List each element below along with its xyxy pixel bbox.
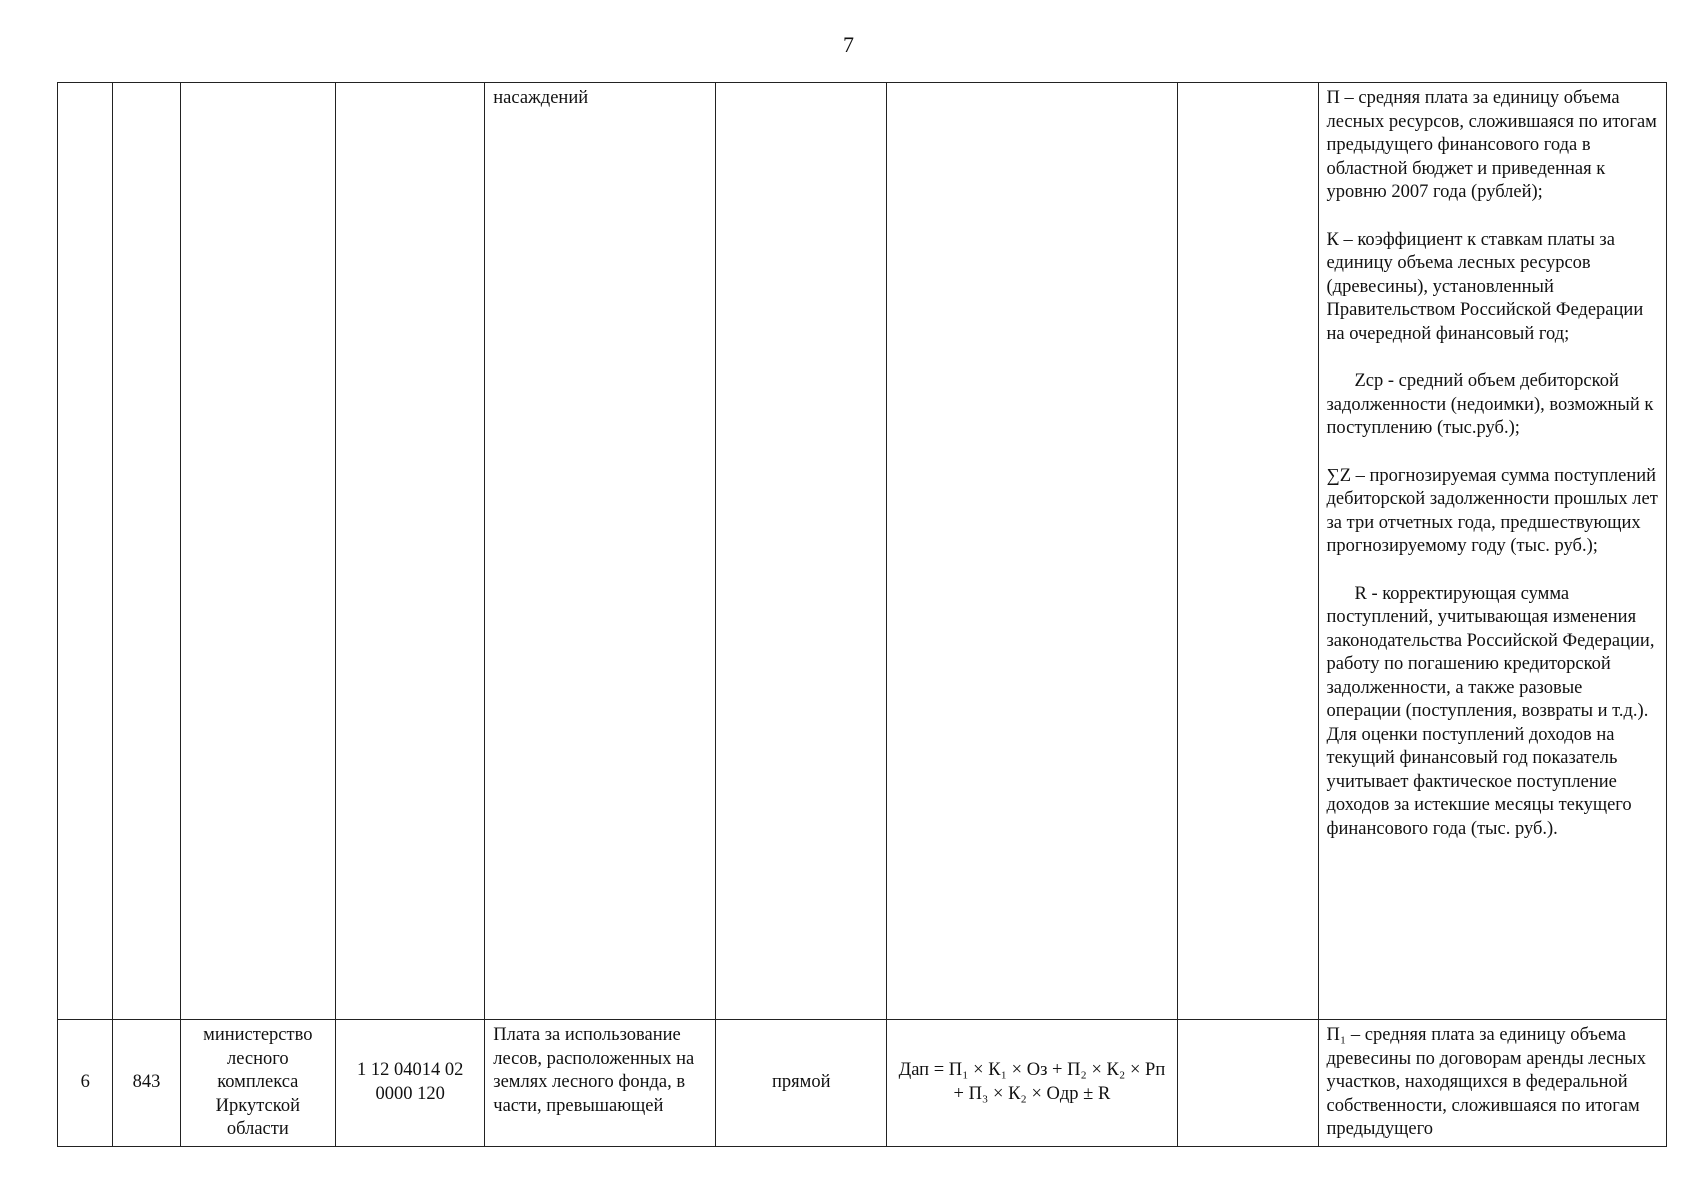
administrator-cell <box>180 83 336 1020</box>
description-paragraph: R - корректирующая сумма поступлений, учитывающая изменения законодательства Российской Федерации, работу по погашению кредиторской задолженности, а также разовые операции (поступления, возвраты и т.д.). Для оценки поступлений доходов на текущий финансовый год показатель учитывает фактическое поступление доходов за истекшие месяцы текущего финансового года (тыс. руб.). <box>1326 583 1655 839</box>
description-paragraph: П – средняя плата за единицу объема лесных ресурсов, сложившаяся по итогам предыдущего финансового года в областной бюджет и приведенная к уровню 2007 года (рублей); <box>1326 88 1657 202</box>
page-number: 7 <box>843 32 854 57</box>
description-paragraph: Zср - средний объем дебиторской задолженности (недоимки), возможный к поступлению (тыс.руб.); <box>1326 371 1654 438</box>
formula-cell: Дап = П₁ × К₁ × Оз + П₂ × К₂ × Рп + П₃ × К₂ × Oдр ± R <box>886 1020 1177 1147</box>
empty-cell <box>1177 1020 1318 1147</box>
revenue-forecast-table <box>57 82 1667 1147</box>
row-number-cell <box>58 83 113 1020</box>
description-cell <box>1318 83 1667 1020</box>
administrator-cell: министерство лесного комплекса Иркутской области <box>180 1020 336 1147</box>
kbk-code-cell: 1 12 04014 02 0000 120 <box>336 1020 485 1147</box>
revenue-name-cell: Плата за использование лесов, расположенных на землях лесного фонда, в части, превышающей <box>485 1020 716 1147</box>
kbk-code-cell <box>336 83 485 1020</box>
table-row <box>58 1020 1667 1147</box>
table-row <box>58 83 1667 1020</box>
empty-cell <box>1177 83 1318 1020</box>
description-paragraph: П₁ – средняя плата за единицу объема древесины по договорам аренды лесных участков, находящихся в федеральной собственности, сложившаяся по итогам предыдущего <box>1326 1025 1646 1139</box>
method-cell: прямой <box>716 1020 886 1147</box>
method-cell <box>716 83 886 1020</box>
admin-code-cell <box>113 83 180 1020</box>
revenue-name-cell: насаждений <box>485 83 716 1020</box>
formula-cell <box>886 83 1177 1020</box>
description-cell <box>1318 1020 1667 1147</box>
description-paragraph: К – коэффициент к ставкам платы за единицу объема лесных ресурсов (древесины), установленный Правительством Российской Федерации на очередной финансовый год; <box>1326 229 1644 344</box>
description-paragraph: ∑Z – прогнозируемая сумма поступлений дебиторской задолженности прошлых лет за три отчетных года, предшествующих прогнозируемому году (тыс. руб.); <box>1326 465 1658 556</box>
admin-code-cell: 843 <box>113 1020 180 1147</box>
row-number-cell: 6 <box>58 1020 113 1147</box>
